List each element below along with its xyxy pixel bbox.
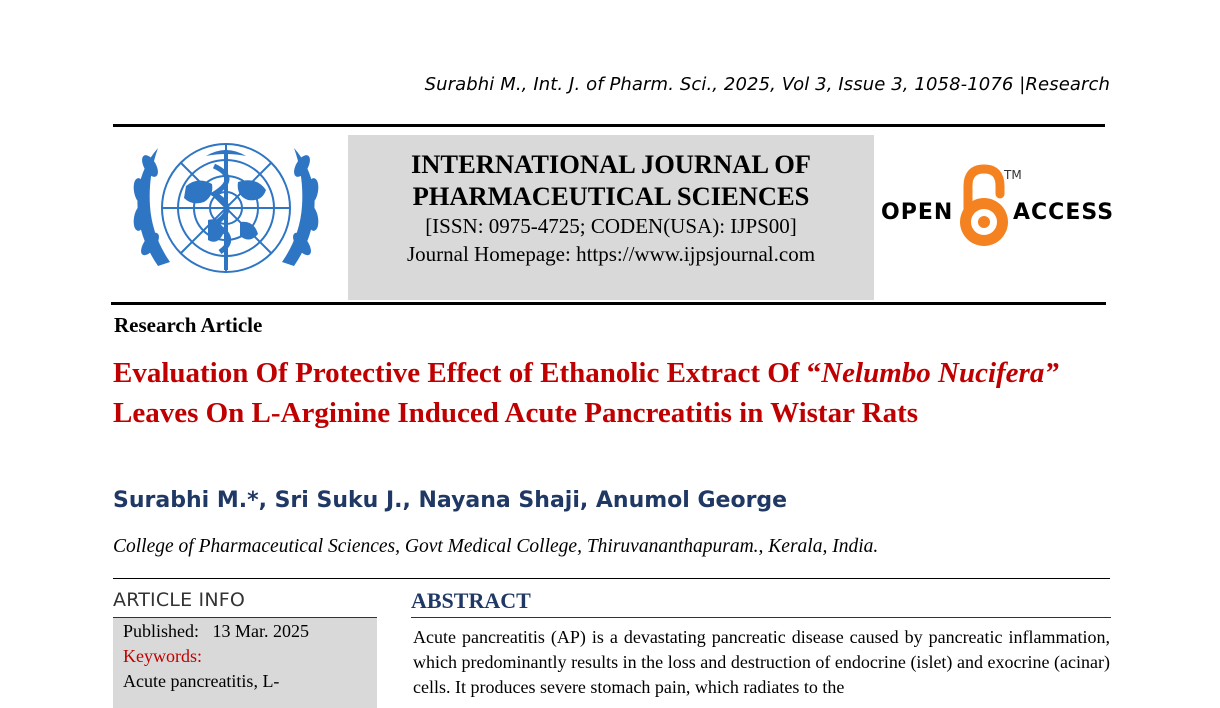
article-type-label: Research Article [114,313,263,337]
article-authors: Surabhi M.*, Sri Suku J., Nayana Shaji, Anumol George [113,488,788,513]
journal-issn: [ISSN: 0975-4725; CODEN(USA): IJPS00] [425,214,797,238]
published-date: 13 Mar. 2025 [212,621,310,641]
header-bottom-rule [111,302,1106,305]
article-title-part2: Leaves On L-Arginine Induced Acute Pancreatitis in Wistar Rats [113,397,919,429]
journal-title-line2: PHARMACEUTICAL SCIENCES [412,181,810,211]
open-access-tm: TM [1004,168,1022,182]
open-access-logo [880,164,1115,254]
journal-header-box [348,135,874,300]
keywords-label: Keywords: [123,646,202,666]
citation-header: Surabhi M., Int. J. of Pharm. Sci., 2025, Vol 3, Issue 3, 1058-1076 |Research [424,74,1110,95]
published-label: Published: [123,621,200,641]
article-title [113,353,1113,433]
abstract-rule [411,617,1111,618]
published-row [123,621,309,642]
article-title-species: Nelumbo Nucifera” [821,357,1059,389]
article-affiliation: College of Pharmaceutical Sciences, Govt Medical College, Thiruvananthapuram., Kerala, India. [113,536,879,557]
journal-emblem-icon [128,136,324,284]
journal-homepage: Journal Homepage: https://www.ijpsjournal.com [406,242,816,266]
open-access-open-text: OPEN [881,200,954,225]
article-title-part1: Evaluation Of Protective Effect of Ethanolic Extract Of “ [113,357,822,389]
keywords-list: Acute pancreatitis, L- [123,671,280,691]
journal-title-line1: INTERNATIONAL JOURNAL OF [410,149,811,179]
top-rule [113,124,1105,127]
open-access-access-text: ACCESS [1013,200,1115,225]
article-info-heading: ARTICLE INFO [113,589,246,611]
section-divider [113,578,1110,579]
abstract-text: Acute pancreatitis (AP) is a devastating pancreatic disease caused by pancreatic inflammation, which predominantly results in the loss and destruction of endocrine (islet) and exocrine (acinar) cells. It produces severe stomach pain, which radiates to the [413,627,1110,697]
abstract-heading: ABSTRACT [411,588,531,613]
